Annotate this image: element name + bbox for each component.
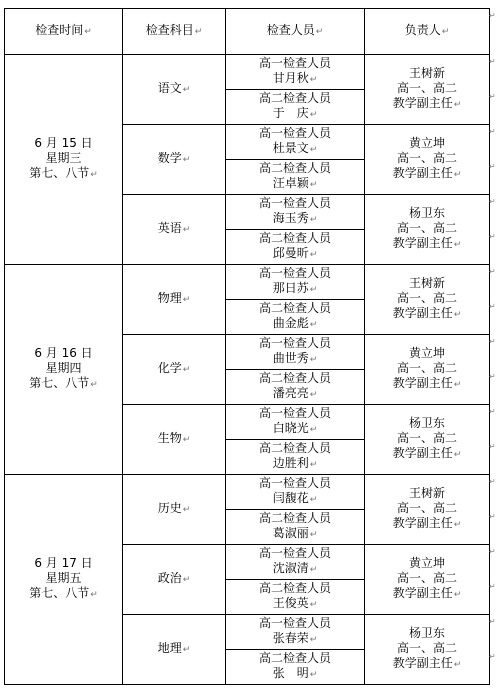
- time-text: 6 月 17 日: [34, 556, 93, 570]
- subject-name: 地理: [157, 641, 182, 655]
- time-cell: [5, 475, 123, 685]
- grade2-inspector-text: 高二检查人员: [258, 651, 331, 665]
- grade2-inspector-line: [226, 666, 364, 683]
- inspection-schedule-table: [4, 8, 490, 685]
- subject-name: 政治: [157, 571, 182, 585]
- row-end-mark: ↵: [489, 511, 496, 521]
- header-row: [5, 9, 490, 55]
- paragraph-mark: ↵: [309, 355, 318, 365]
- grade1-inspector-cell: [226, 335, 365, 370]
- paragraph-mark: ↵: [309, 495, 318, 505]
- header-inspectors: 检查人员↵: [226, 9, 365, 55]
- grade2-inspector-text: 张 明: [272, 666, 309, 680]
- grade2-inspector-text: 高二检查人员: [258, 371, 331, 385]
- leader-text: 高一、高二: [396, 221, 457, 235]
- subject-cell: [123, 55, 226, 125]
- row-end-mark: ↵: [489, 441, 496, 451]
- leader-line: [365, 586, 489, 603]
- grade2-inspector-line: [226, 581, 364, 596]
- leader-cell: [365, 545, 490, 615]
- subject-cell: [123, 545, 226, 615]
- grade2-inspector-text: 高二检查人员: [258, 161, 331, 175]
- grade2-inspector-cell: [226, 160, 365, 195]
- leader-cell: [365, 405, 490, 475]
- subject-cell: [123, 335, 226, 405]
- grade1-inspector-cell: [226, 475, 365, 510]
- grade1-inspector-line: [226, 351, 364, 368]
- paragraph-mark: ↵: [453, 590, 462, 600]
- paragraph-mark: ↵: [309, 390, 318, 400]
- grade1-inspector-text: 高一检查人员: [258, 546, 331, 560]
- leader-line: [365, 236, 489, 253]
- grade1-inspector-cell: [226, 125, 365, 160]
- leader-line: [365, 66, 489, 81]
- row-end-mark: ↵: [489, 336, 496, 346]
- table-body: [5, 9, 490, 685]
- leader-cell: [365, 125, 490, 195]
- leader-cell: [365, 335, 490, 405]
- grade2-inspector-line: [226, 316, 364, 333]
- leader-line: [365, 556, 489, 571]
- paragraph-mark: ↵: [309, 250, 318, 260]
- grade2-inspector-text: 潘亮亮: [272, 386, 309, 400]
- time-text: 第七、八节: [29, 376, 90, 390]
- leader-line: [365, 306, 489, 323]
- grade2-inspector-line: [226, 301, 364, 316]
- time-text: 星期三: [45, 151, 82, 165]
- paragraph-mark: ↵: [453, 380, 462, 390]
- leader-line: [365, 206, 489, 221]
- time-text: 6 月 15 日: [34, 136, 93, 150]
- paragraph-mark: ↵: [453, 660, 462, 670]
- grade2-inspector-line: [226, 386, 364, 403]
- leader-line: [365, 501, 489, 516]
- grade1-inspector-text: 那日苏: [272, 281, 309, 295]
- grade2-inspector-line: [226, 511, 364, 526]
- leader-text: 杨卫东: [408, 626, 445, 640]
- paragraph-mark: ↵: [453, 520, 462, 530]
- header-leader: 负责人↵: [365, 9, 490, 55]
- grade1-inspector-line: [226, 281, 364, 298]
- paragraph-mark: ↵: [309, 670, 318, 680]
- paragraph-mark: ↵: [182, 295, 191, 305]
- time-line: [5, 136, 122, 151]
- subject-name: 英语: [157, 221, 182, 235]
- paragraph-mark: ↵: [309, 530, 318, 540]
- leader-text: 高一、高二: [396, 361, 457, 375]
- leader-text: 高一、高二: [396, 501, 457, 515]
- paragraph-mark: ↵: [453, 310, 462, 320]
- subject-name: 语文: [157, 81, 182, 95]
- grade2-inspector-line: [226, 161, 364, 176]
- time-line: [5, 556, 122, 571]
- paragraph-mark: ↵: [453, 100, 462, 110]
- grade2-inspector-cell: [226, 300, 365, 335]
- time-text: 星期四: [45, 361, 82, 375]
- leader-line: [365, 221, 489, 236]
- row-end-mark: ↵: [489, 126, 496, 136]
- leader-line: [365, 346, 489, 361]
- leader-line: [365, 641, 489, 656]
- header-subject: 检查科目↵: [123, 9, 226, 55]
- subject-cell: [123, 405, 226, 475]
- grade1-inspector-line: [226, 56, 364, 71]
- leader-text: 教学副主任: [392, 656, 453, 670]
- leader-line: [365, 291, 489, 306]
- grade1-inspector-line: [226, 561, 364, 578]
- paragraph-mark: ↵: [182, 575, 191, 585]
- leader-line: [365, 151, 489, 166]
- grade2-inspector-text: 高二检查人员: [258, 441, 331, 455]
- grade1-inspector-line: [226, 211, 364, 228]
- grade1-inspector-text: 沈淑清: [272, 561, 309, 575]
- grade2-inspector-cell: [226, 230, 365, 265]
- paragraph-mark: ↵: [309, 635, 318, 645]
- row-end-mark: ↵: [489, 546, 496, 556]
- grade2-inspector-line: [226, 441, 364, 456]
- subject-cell: [123, 195, 226, 265]
- grade1-inspector-text: 张春荣: [272, 631, 309, 645]
- grade2-inspector-text: 王俊英: [272, 596, 309, 610]
- leader-text: 杨卫东: [408, 206, 445, 220]
- leader-cell: [365, 55, 490, 125]
- leader-text: 黄立坤: [408, 346, 445, 360]
- grade2-inspector-text: 葛淑丽: [272, 526, 309, 540]
- time-text: 6 月 16 日: [34, 346, 93, 360]
- leader-line: [365, 81, 489, 96]
- grade2-inspector-text: 边胜利: [272, 456, 309, 470]
- grade1-inspector-cell: [226, 545, 365, 580]
- subject-name: 物理: [157, 291, 182, 305]
- grade2-inspector-cell: [226, 440, 365, 475]
- leader-cell: [365, 615, 490, 685]
- grade1-inspector-text: 高一检查人员: [258, 406, 331, 420]
- grade2-inspector-cell: [226, 650, 365, 685]
- paragraph-mark: ↵: [453, 450, 462, 460]
- table-row: [5, 475, 490, 510]
- row-end-mark: ↵: [489, 406, 496, 416]
- leader-text: 教学副主任: [392, 236, 453, 250]
- row-end-mark: ↵: [489, 476, 496, 486]
- paragraph-mark: ↵: [309, 425, 318, 435]
- grade1-inspector-text: 高一检查人员: [258, 616, 331, 630]
- grade2-inspector-text: 于 庆: [272, 106, 309, 120]
- grade1-inspector-text: 高一检查人员: [258, 126, 331, 140]
- time-line: [5, 376, 122, 393]
- grade1-inspector-line: [226, 336, 364, 351]
- leader-line: [365, 361, 489, 376]
- grade2-inspector-cell: [226, 370, 365, 405]
- grade2-inspector-text: 高二检查人员: [258, 91, 331, 105]
- leader-text: 高一、高二: [396, 641, 457, 655]
- grade2-inspector-text: 汪卓颖: [272, 176, 309, 190]
- grade2-inspector-line: [226, 106, 364, 123]
- subject-cell: [123, 125, 226, 195]
- grade1-inspector-line: [226, 491, 364, 508]
- leader-line: [365, 166, 489, 183]
- time-line: [5, 346, 122, 361]
- grade2-inspector-line: [226, 596, 364, 613]
- time-text: 第七、八节: [29, 586, 90, 600]
- grade1-inspector-text: 高一检查人员: [258, 476, 331, 490]
- paragraph-mark: ↵: [309, 320, 318, 330]
- grade1-inspector-text: 白晓光: [272, 421, 309, 435]
- grade2-inspector-text: 高二检查人员: [258, 511, 331, 525]
- grade1-inspector-line: [226, 406, 364, 421]
- grade1-inspector-cell: [226, 55, 365, 90]
- paragraph-mark: ↵: [453, 240, 462, 250]
- row-end-mark: ↵: [489, 161, 496, 171]
- grade1-inspector-text: 甘月秋: [272, 71, 309, 85]
- time-line: [5, 571, 122, 586]
- leader-text: 高一、高二: [396, 291, 457, 305]
- leader-cell: [365, 195, 490, 265]
- grade1-inspector-text: 高一检查人员: [258, 266, 331, 280]
- grade2-inspector-line: [226, 456, 364, 473]
- grade2-inspector-text: 邱曼昕: [272, 246, 309, 260]
- row-end-mark: ↵: [489, 301, 496, 311]
- table-row: [5, 265, 490, 300]
- paragraph-mark: ↵: [309, 565, 318, 575]
- time-line: [5, 166, 122, 183]
- grade1-inspector-line: [226, 616, 364, 631]
- leader-text: 教学副主任: [392, 96, 453, 110]
- paragraph-mark: ↵: [309, 145, 318, 155]
- leader-text: 杨卫东: [408, 416, 445, 430]
- leader-text: 高一、高二: [396, 571, 457, 585]
- subject-name: 化学: [157, 361, 182, 375]
- leader-text: 王树新: [408, 66, 445, 80]
- time-line: [5, 361, 122, 376]
- leader-text: 教学副主任: [392, 306, 453, 320]
- subject-name: 生物: [157, 431, 182, 445]
- grade1-inspector-text: 闫馥花: [272, 491, 309, 505]
- grade2-inspector-cell: [226, 580, 365, 615]
- grade2-inspector-text: 高二检查人员: [258, 581, 331, 595]
- paragraph-mark: ↵: [90, 170, 98, 180]
- table-row: [5, 55, 490, 90]
- paragraph-mark: ↵: [309, 75, 318, 85]
- leader-text: 高一、高二: [396, 431, 457, 445]
- leader-cell: [365, 265, 490, 335]
- time-cell: [5, 55, 123, 265]
- leader-text: 教学副主任: [392, 376, 453, 390]
- grade1-inspector-line: [226, 266, 364, 281]
- subject-name: 数学: [157, 151, 182, 165]
- row-end-mark: ↵: [489, 581, 496, 591]
- row-end-mark: ↵: [489, 10, 496, 20]
- paragraph-marks: [489, 8, 497, 698]
- paragraph-mark: ↵: [182, 225, 191, 235]
- paragraph-mark: ↵: [182, 645, 191, 655]
- grade2-inspector-text: 高二检查人员: [258, 231, 331, 245]
- grade2-inspector-cell: [226, 90, 365, 125]
- leader-line: [365, 656, 489, 673]
- row-end-mark: ↵: [489, 651, 496, 661]
- time-cell: [5, 265, 123, 475]
- subject-cell: [123, 615, 226, 685]
- paragraph-mark: ↵: [182, 365, 191, 375]
- grade2-inspector-line: [226, 246, 364, 263]
- paragraph-mark: ↵: [182, 505, 191, 515]
- paragraph-mark: ↵: [182, 155, 191, 165]
- grade1-inspector-text: 海玉秀: [272, 211, 309, 225]
- paragraph-mark: ↵: [90, 590, 98, 600]
- paragraph-mark: ↵: [309, 600, 318, 610]
- subject-cell: [123, 265, 226, 335]
- row-end-mark: ↵: [489, 266, 496, 276]
- paragraph-mark: ↵: [309, 215, 318, 225]
- grade2-inspector-text: 高二检查人员: [258, 301, 331, 315]
- grade1-inspector-line: [226, 631, 364, 648]
- header-time: 检查时间↵: [5, 9, 123, 55]
- grade2-inspector-line: [226, 526, 364, 543]
- leader-line: [365, 486, 489, 501]
- leader-text: 高一、高二: [396, 151, 457, 165]
- grade2-inspector-cell: [226, 510, 365, 545]
- paragraph-mark: ↵: [453, 170, 462, 180]
- leader-line: [365, 416, 489, 431]
- grade1-inspector-line: [226, 141, 364, 158]
- time-text: 星期五: [45, 571, 82, 585]
- leader-line: [365, 626, 489, 641]
- row-end-mark: ↵: [489, 196, 496, 206]
- leader-line: [365, 571, 489, 586]
- grade1-inspector-text: 曲世秀: [272, 351, 309, 365]
- paragraph-mark: ↵: [182, 435, 191, 445]
- row-end-mark: ↵: [489, 231, 496, 241]
- row-end-mark: ↵: [489, 91, 496, 101]
- paragraph-mark: ↵: [309, 460, 318, 470]
- leader-line: [365, 136, 489, 151]
- leader-line: [365, 96, 489, 113]
- leader-line: [365, 431, 489, 446]
- leader-text: 教学副主任: [392, 586, 453, 600]
- leader-text: 王树新: [408, 486, 445, 500]
- grade1-inspector-line: [226, 421, 364, 438]
- grade2-inspector-line: [226, 91, 364, 106]
- leader-text: 教学副主任: [392, 166, 453, 180]
- leader-text: 黄立坤: [408, 556, 445, 570]
- grade2-inspector-line: [226, 176, 364, 193]
- leader-text: 教学副主任: [392, 446, 453, 460]
- leader-line: [365, 376, 489, 393]
- leader-text: 王树新: [408, 276, 445, 290]
- subject-name: 历史: [157, 501, 182, 515]
- grade1-inspector-text: 高一检查人员: [258, 196, 331, 210]
- time-text: 第七、八节: [29, 166, 90, 180]
- leader-line: [365, 446, 489, 463]
- paragraph-mark: ↵: [182, 85, 191, 95]
- grade1-inspector-line: [226, 71, 364, 88]
- grade2-inspector-text: 曲金彪: [272, 316, 309, 330]
- row-end-mark: ↵: [489, 616, 496, 626]
- grade1-inspector-line: [226, 196, 364, 211]
- subject-cell: [123, 475, 226, 545]
- grade1-inspector-text: 杜景文: [272, 141, 309, 155]
- leader-line: [365, 516, 489, 533]
- time-line: [5, 586, 122, 603]
- paragraph-mark: ↵: [309, 285, 318, 295]
- leader-text: 教学副主任: [392, 516, 453, 530]
- grade1-inspector-text: 高一检查人员: [258, 336, 331, 350]
- grade2-inspector-line: [226, 651, 364, 666]
- grade1-inspector-text: 高一检查人员: [258, 56, 331, 70]
- grade1-inspector-line: [226, 126, 364, 141]
- paragraph-mark: ↵: [90, 380, 98, 390]
- grade1-inspector-cell: [226, 405, 365, 440]
- leader-cell: [365, 475, 490, 545]
- grade1-inspector-cell: [226, 195, 365, 230]
- leader-line: [365, 276, 489, 291]
- row-end-mark: ↵: [489, 56, 496, 66]
- time-line: [5, 151, 122, 166]
- grade1-inspector-cell: [226, 615, 365, 650]
- grade1-inspector-line: [226, 546, 364, 561]
- grade2-inspector-line: [226, 371, 364, 386]
- grade1-inspector-cell: [226, 265, 365, 300]
- paragraph-mark: ↵: [309, 110, 318, 120]
- grade1-inspector-line: [226, 476, 364, 491]
- leader-text: 高一、高二: [396, 81, 457, 95]
- paragraph-mark: ↵: [309, 180, 318, 190]
- leader-text: 黄立坤: [408, 136, 445, 150]
- row-end-mark: ↵: [489, 371, 496, 381]
- grade2-inspector-line: [226, 231, 364, 246]
